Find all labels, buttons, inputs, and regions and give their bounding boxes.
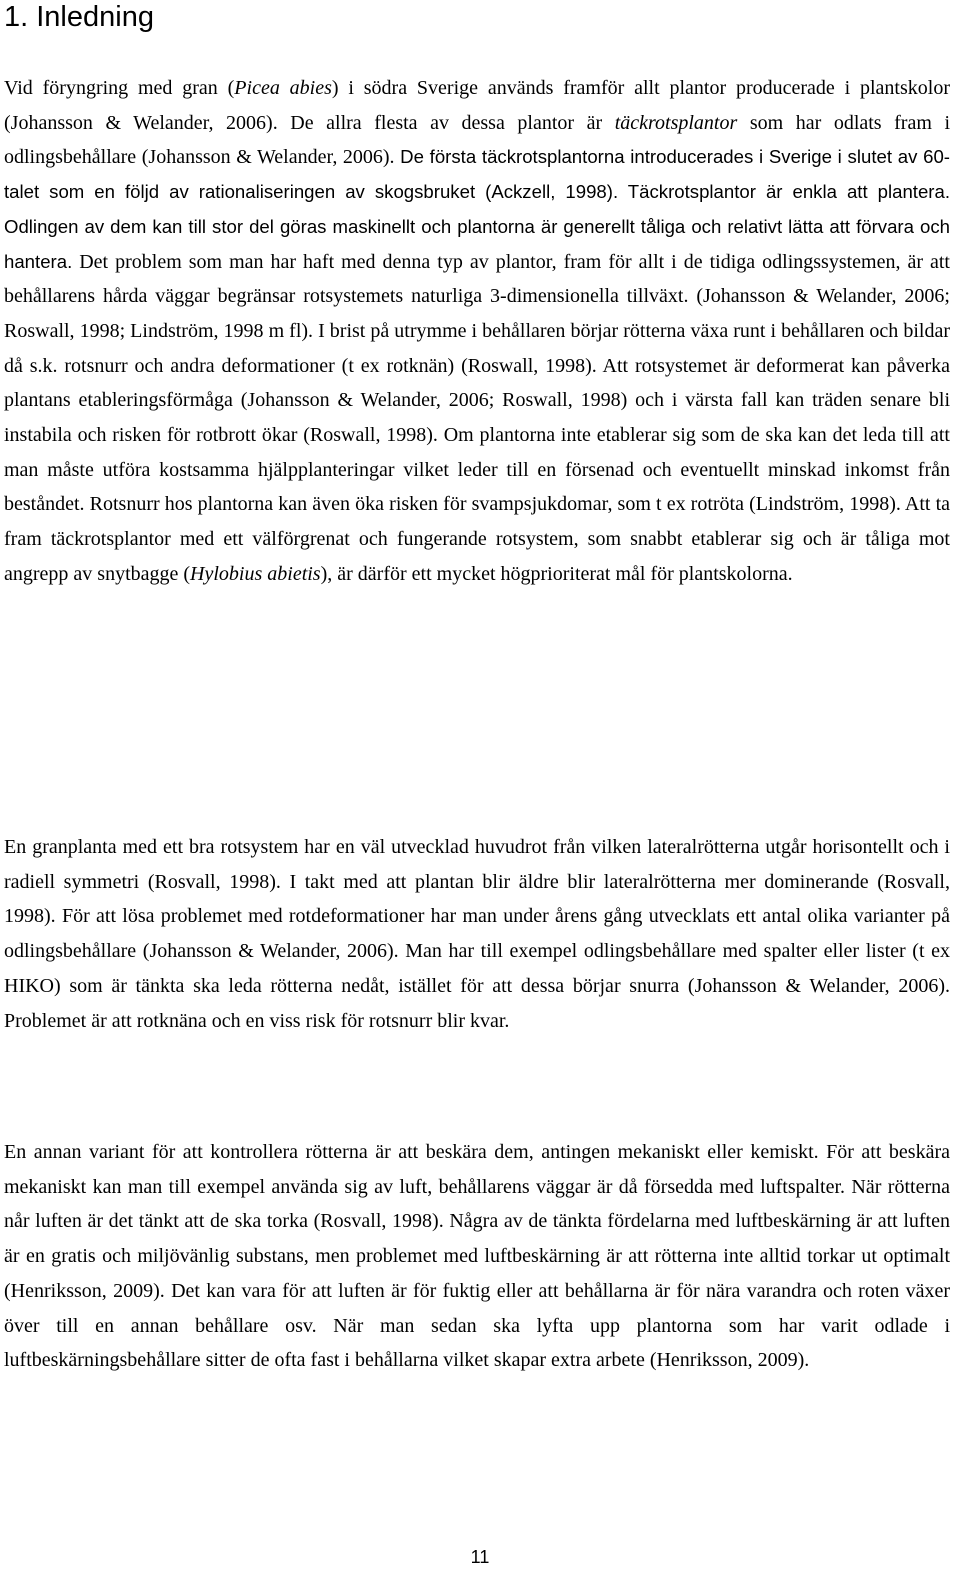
section-heading: 1. Inledning (4, 1, 154, 33)
term-italic: täckrotsplantor (614, 111, 738, 134)
text-segment: En annan variant för att kontrollera rötterna är att beskära dem, antingen mekaniskt eller kemiskt. För att beskära mekaniskt kan man till exempel använda sig av luft, behållarens väggar är då försedda med luftspalter. När rötterna når luften är det tänkt att de ska torka (Rosvall, 1998). Några av de tänkta fördelarna med luftbeskärning är att luften är en gratis och miljövänlig substans, men problemet med luftbeskärning är att rötterna inte alltid torkar ut optimalt (Henriksson, 2009). Det kan vara för att luften är för fuktig eller att behållarna är för nära varandra och roten växer över till en annan behållare osv. När man sedan ska lyfta upp plantorna som har varit odlade i luftbeskärningsbehållare sitter de ofta fast i behållarna vilket skapar extra arbete (Henriksson, 2009). (4, 1141, 950, 1372)
paragraph-2 (4, 830, 950, 1038)
text-segment: som har odlats fram i odlingsbehållare (Johansson & Welander, 2006). (4, 111, 951, 169)
species-name-italic: Picea abies (234, 77, 332, 99)
page-number: 11 (470, 1547, 490, 1567)
text-segment: Det problem som man har haft med denna typ av plantor, fram för allt i de tidiga odlingssystemen, är att behållarens hårda väggar begränsar rotsystemets naturliga 3-dimensionella tillväxt. (Johansson & Welander, 2006; Roswall, 1998; Lindström, 1998 m fl). I brist på utrymme i behållaren börjar rötterna växa runt i behållaren och bildar då s.k. rotsnurr och andra deformationer (t ex rotknän) (Roswall, 1998). Att rotsystemet är deformerat kan påverka plantans etableringsförmåga (Johansson & Welander, 2006; Roswall, 1998) och i värsta fall kan träden senare bli instabila och risken för rotbrott ökar (Roswall, 1998). Om plantorna inte etablerar sig som de ska kan det leda till att man måste utföra kostsamma hjälpplanteringar vilket leder till en försenad och eventuellt minskad inkomst från beståndet. Rotsnurr hos plantorna kan även öka risken för svampsjukdomar, som t ex rotröta (Lindström, 1998). Att ta fram täckrotsplantor med ett välförgrenat och fungerande rotsystem, som snabbt etablerar sig och är tåliga mot angrepp av snytbagge ( (4, 250, 950, 585)
text-segment: ) i södra Sverige används framför allt plantor producerade i plantskolor (Johansson & Welander, 2006). De allra flesta av dessa plantor är (4, 77, 950, 134)
species-name-italic: Hylobius abietis (190, 562, 321, 585)
paragraph-3 (4, 1135, 950, 1378)
text-segment: En granplanta med ett bra rotsystem har en väl utvecklad huvudrot från vilken lateralrötterna utgår horisontellt och i radiell symmetri (Rosvall, 1998). I takt med att plantan blir äldre blir lateralrötterna mer dominerande (Rosvall, 1998). För att lösa problemet med rotdeformationer har man under årens gång utvecklats ett antal olika varianter på odlingsbehållare (Johansson & Welander, 2006). Man har till exempel odlingsbehållare med spalter eller lister (t ex HIKO) som är tänkta ska leda rötterna nedåt, istället för att dessa börjar snurra (Johansson & Welander, 2006). Problemet är att rotknäna och en viss risk för rotsnurr blir kvar. (4, 836, 950, 1032)
text-segment: Vid föryngring med gran ( (4, 77, 235, 99)
text-segment-sans: De första täckrotsplantorna introducerades i Sverige i slutet av 60-talet som en följd av rationaliseringen av skogsbruket (Ackzell, 1998). Täckrotsplantor är enkla att plantera. Odlingen av dem kan till stor del göras maskinellt och plantorna är generellt tåliga och relativt lätta att förvara och hantera. (4, 146, 950, 272)
paragraph-1 (4, 71, 950, 592)
text-segment: ), är därför ett mycket högprioriterat mål för plantskolorna. (320, 562, 793, 585)
